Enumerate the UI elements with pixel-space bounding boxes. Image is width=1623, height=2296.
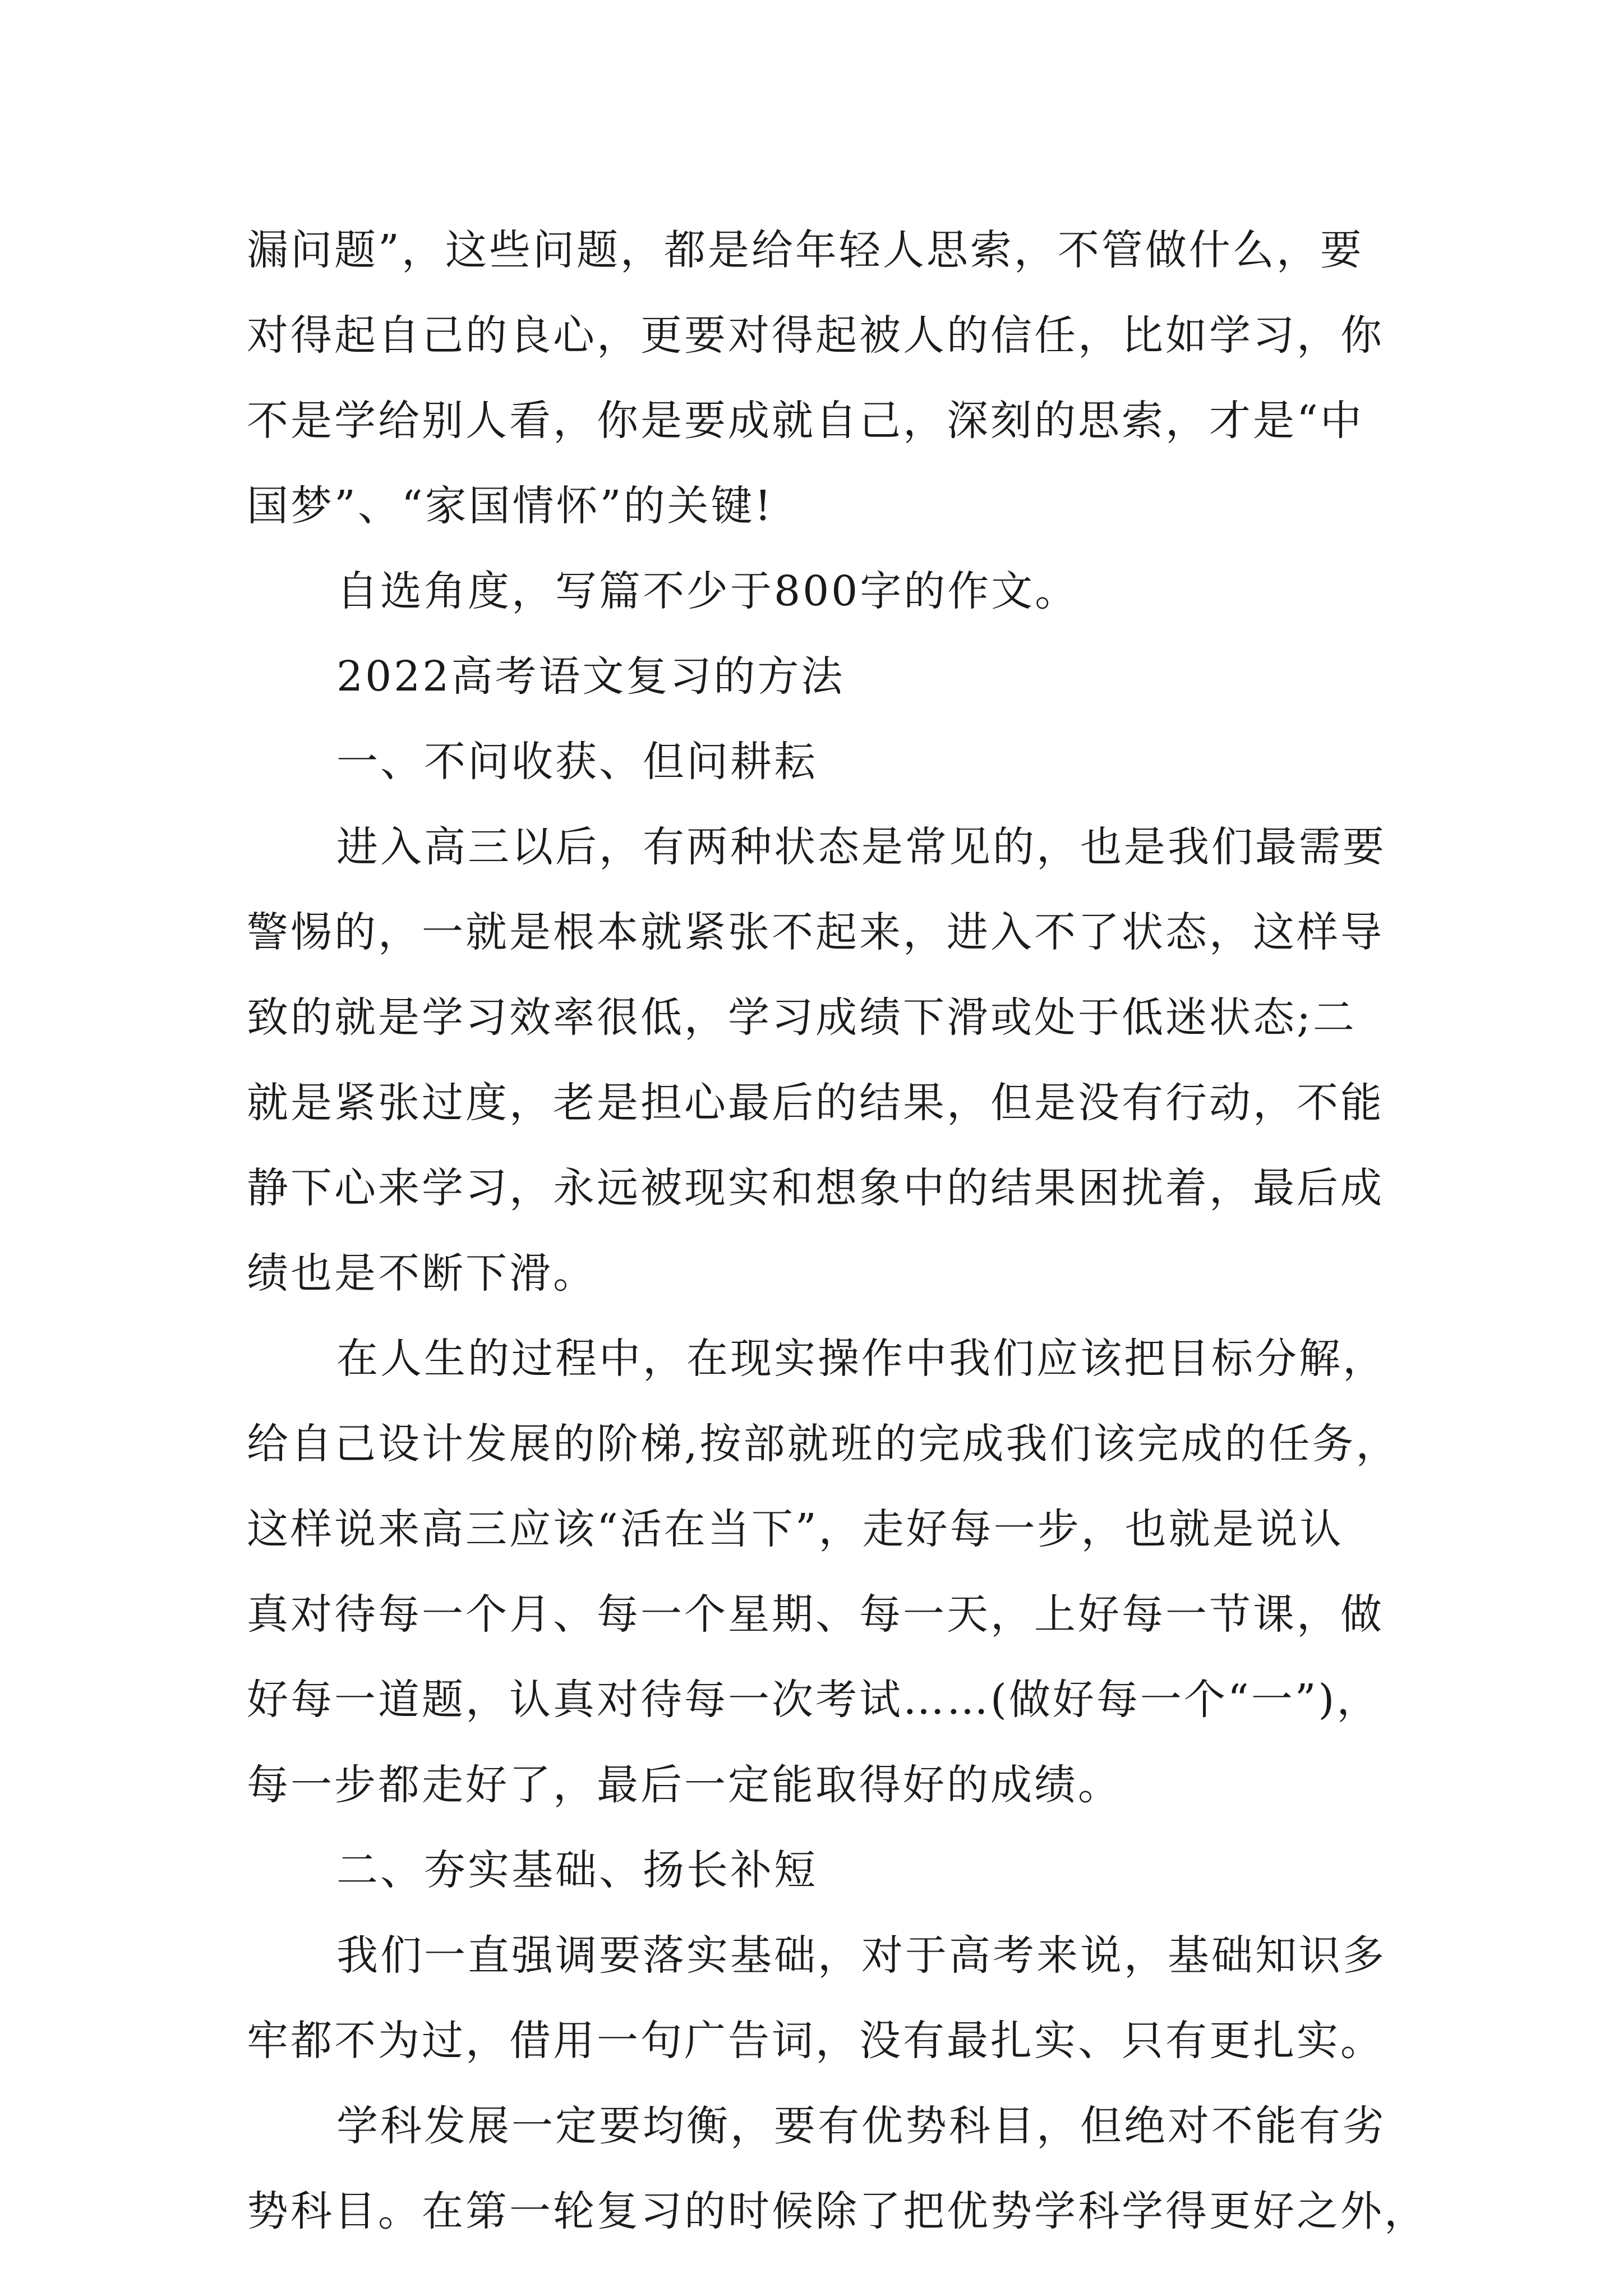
text-line: 致的就是学习效率很低，学习成绩下滑或处于低迷状态;二: [247, 993, 1357, 1042]
text-line: 真对待每一个月、每一个星期、每一天，上好每一节课，做: [247, 1590, 1384, 1639]
text-line: 学科发展一定要均衡，要有优势科目，但绝对不能有劣: [336, 2102, 1386, 2150]
text-line: 给自己设计发展的阶梯,按部就班的完成我们该完成的任务，: [247, 1420, 1400, 1468]
section-heading-1: 一、不问收获、但问耕耘: [336, 738, 818, 786]
text-line: 进入高三以后，有两种状态是常见的，也是我们最需要: [336, 823, 1386, 871]
text-line: 我们一直强调要落实基础，对于高考来说，基础知识多: [336, 1931, 1386, 1980]
text-line: 牢都不为过，借用一句广告词，没有最扎实、只有更扎实。: [247, 2017, 1384, 2065]
text-line: 好每一道题，认真对待每一次考试……(做好每一个“一”)，: [247, 1676, 1381, 1724]
text-line: 不是学给别人看，你是要成就自己，深刻的思索，才是“中: [247, 397, 1364, 445]
text-line: 这样说来高三应该“活在当下”，走好每一步，也就是说认: [247, 1505, 1344, 1553]
text-line: 在人生的过程中，在现实操作中我们应该把目标分解，: [336, 1335, 1386, 1383]
text-line: 警惕的，一就是根本就紧张不起来，进入不了状态，这样导: [247, 908, 1384, 956]
text-line: 绩也是不断下滑。: [247, 1249, 597, 1297]
text-line: 漏问题”，这些问题，都是给年轻人思索，不管做什么，要: [247, 226, 1364, 274]
text-line: 每一步都走好了，最后一定能取得好的成绩。: [247, 1761, 1122, 1809]
document-body: [247, 208, 1436, 2254]
text-line: 静下心来学习，永远被现实和想象中的结果困扰着，最后成: [247, 1164, 1384, 1212]
text-line: 对得起自己的良心，更要对得起被人的信任，比如学习，你: [247, 311, 1384, 360]
text-line: 势科目。在第一轮复习的时候除了把优势学科学得更好之外，: [247, 2187, 1428, 2235]
text-line: 就是紧张过度，老是担心最后的结果，但是没有行动，不能: [247, 1079, 1384, 1127]
text-line: 国梦”、“家国情怀”的关键!: [247, 482, 774, 530]
section-heading-2: 二、夯实基础、扬长补短: [336, 1846, 818, 1894]
article-title: 2022高考语文复习的方法: [336, 652, 845, 701]
prompt-line: 自选角度，写篇不少于800字的作文。: [336, 567, 1079, 615]
